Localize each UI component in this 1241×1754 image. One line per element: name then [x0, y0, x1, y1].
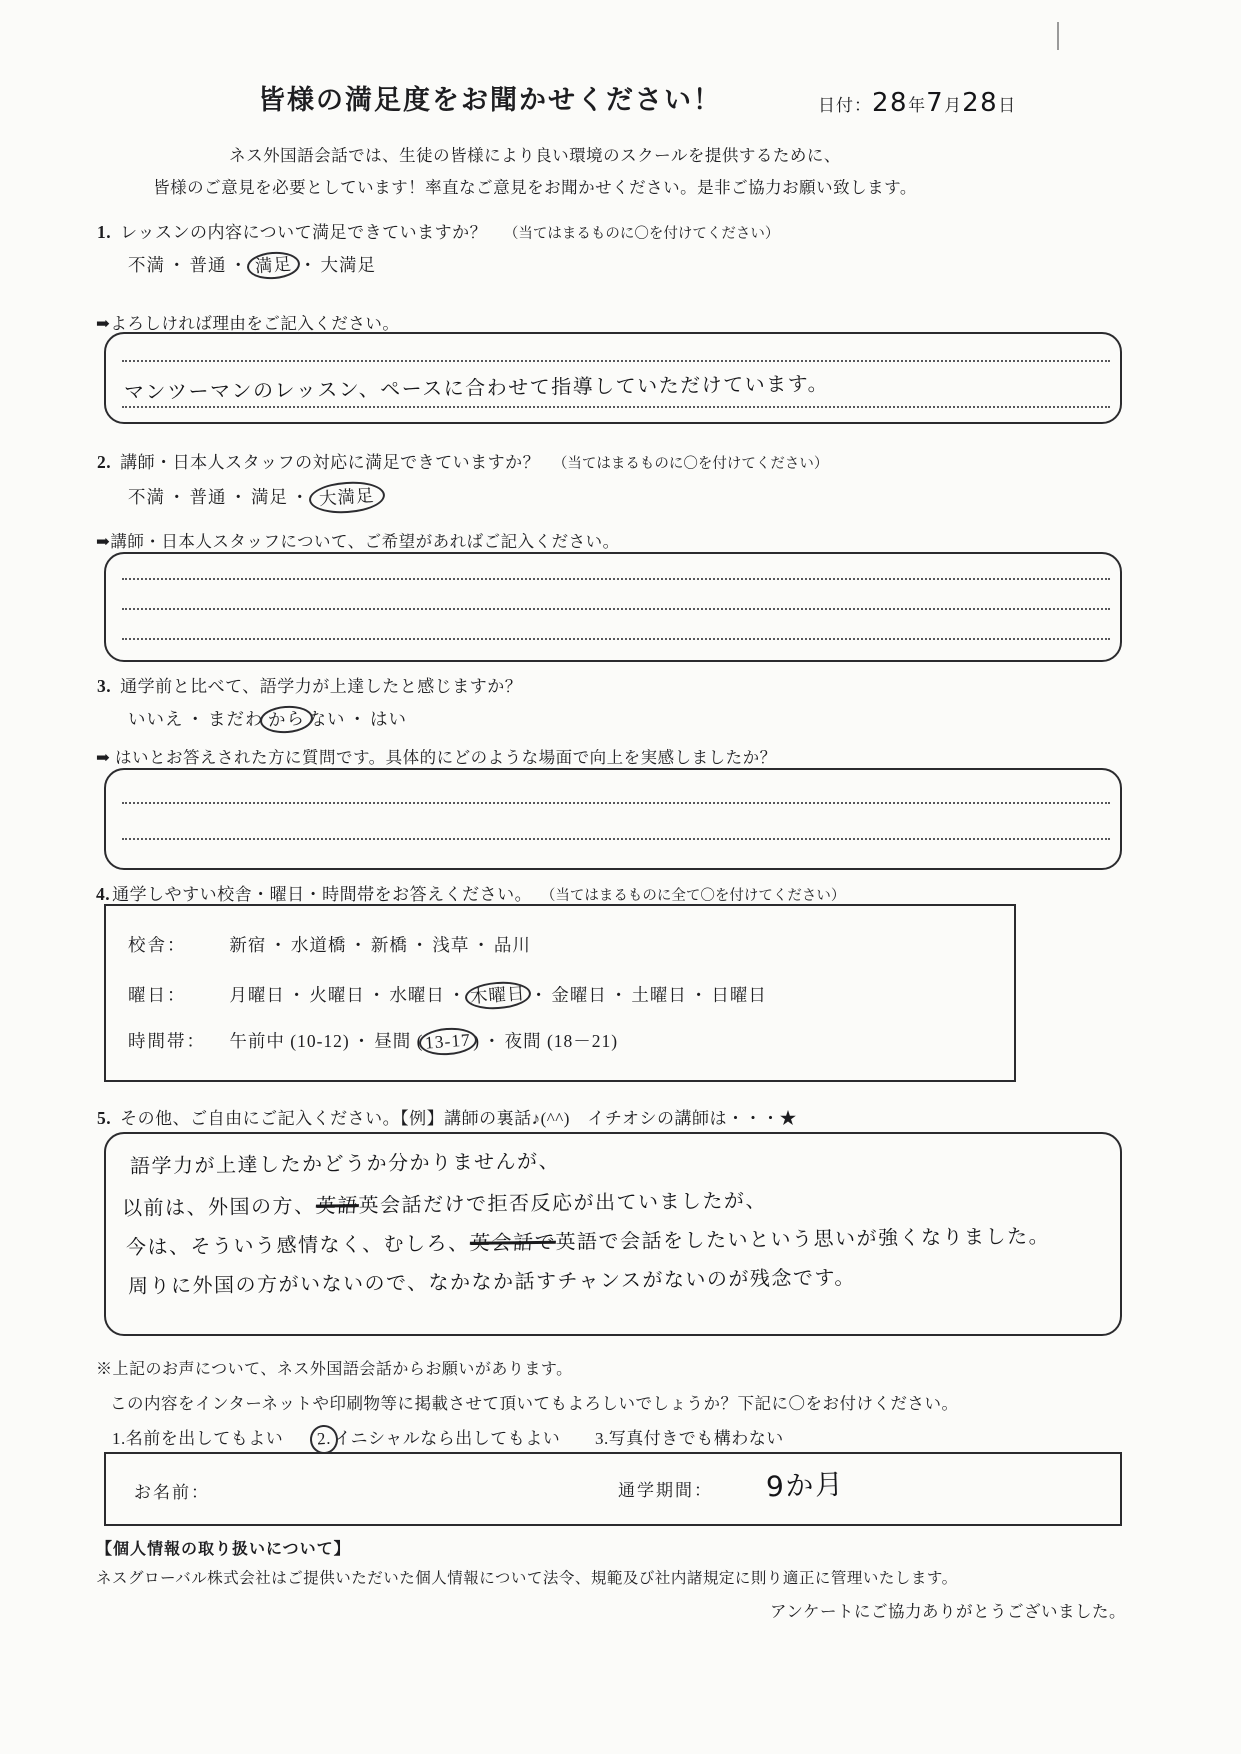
name-label: お名前： — [134, 1483, 210, 1502]
q5-line-part: 以前は、外国の方、 — [121, 1193, 316, 1220]
question-5 — [97, 1104, 797, 1129]
question-1 — [97, 218, 779, 243]
q4-time-label: 時間帯： — [128, 1031, 206, 1051]
q4-day-option: 火曜日 — [309, 985, 365, 1005]
question-3 — [97, 672, 522, 697]
q2-number: 2. — [97, 452, 112, 472]
q4-day-label: 曜日： — [128, 985, 187, 1005]
q1-text: レッスンの内容について満足できていますか？ — [120, 223, 488, 242]
consent-3-text: 写真付きでも構わない — [608, 1429, 784, 1448]
q4-day-option: 水曜日 — [389, 985, 445, 1005]
q1-option: 大満足 — [320, 255, 376, 275]
question-2 — [97, 448, 828, 473]
q4-note: （当てはまるものに全て〇を付けてください） — [540, 888, 846, 904]
q3-number: 3. — [97, 676, 112, 696]
q5-line-part: 英会話だけで拒否反応が出ていましたが、 — [358, 1188, 768, 1218]
q4-day-option: 金曜日 — [551, 985, 607, 1005]
q4-day-option: 月曜日 — [229, 985, 285, 1005]
q5-number: 5. — [97, 1108, 112, 1128]
q4-school-option: 新橋 — [370, 935, 408, 955]
q1-option: 不満 — [128, 255, 165, 275]
option-separator: ・ — [186, 709, 205, 729]
q5-answer-box — [104, 1132, 1122, 1336]
privacy-text: ネスグローバル株式会社はご提供いただいた個人情報について法令、規範及び社内諸規定に則り適正に管理いたします。 — [96, 1570, 958, 1587]
consent-1-text: 名前を出してもよい — [125, 1429, 284, 1448]
q4-time-option: 夜間 (18－21) — [504, 1031, 619, 1051]
q2-option: 普通 — [189, 487, 227, 507]
option-separator: ・ — [299, 255, 318, 275]
q5-scribbled-out-text: 英語 — [314, 1193, 360, 1218]
consent-3-number: 3. — [594, 1429, 609, 1448]
q2-option: 不満 — [128, 487, 165, 507]
writing-line — [122, 638, 1110, 640]
q2-note: （当てはまるものに〇を付けてください） — [552, 456, 829, 472]
option-separator: ・ — [168, 487, 187, 507]
q1-number: 1. — [97, 222, 112, 242]
option-separator: ・ — [168, 255, 187, 275]
q4-table-box — [104, 904, 1016, 1082]
date-month-handwritten: 7 — [926, 88, 945, 118]
date-day-unit: 日 — [998, 96, 1017, 115]
option-separator: ・ — [447, 985, 467, 1005]
q3-prompt: ➡ はいとお答えされた方に質問です。具体的にどのような場面で向上を実感しましたか？ — [96, 748, 777, 767]
q5-text: その他、ご自由にご記入ください。【例】講師の裏話♪(^^) イチオシの講師は・・・★ — [120, 1109, 798, 1128]
intro-line-2: 皆様のご意見を必要としています！率直なご意見をお聞かせください。是非ご協力お願い致します。 — [153, 178, 917, 197]
q4-day-option: 土曜日 — [631, 985, 687, 1005]
option-separator: ・ — [269, 935, 288, 955]
q3-circled-part: から — [259, 704, 314, 735]
q1-prompt: ➡よろしければ理由をご記入ください。 — [96, 314, 400, 333]
intro-line-1: ネス外国語会話では、生徒の皆様により良い環境のスクールを提供するために、 — [229, 146, 841, 165]
date-label: 日付： — [818, 96, 872, 115]
q3-option-part: まだわ — [208, 709, 264, 729]
consent-option-3 — [595, 1429, 784, 1448]
q4-circled-day: 木曜日 — [465, 980, 532, 1012]
option-separator: ・ — [349, 935, 368, 955]
q1-note: （当てはまるものに〇を付けてください） — [503, 226, 780, 242]
option-separator: ・ — [609, 985, 629, 1005]
q5-handwritten-line: 語学力が上達したかどうか分かりませんが、 — [129, 1148, 561, 1178]
date-year-unit: 年 — [908, 96, 927, 115]
q4-school-label: 校舎： — [128, 935, 187, 955]
q4-day-option: 日曜日 — [711, 985, 767, 1005]
option-separator: ・ — [229, 255, 248, 275]
option-separator: ・ — [291, 487, 310, 507]
q2-prompt: ➡講師・日本人スタッフについて、ご希望があればご記入ください。 — [96, 532, 620, 551]
q2-option: 満足 — [251, 487, 288, 507]
intro-text — [90, 140, 980, 204]
q2-text: 講師・日本人スタッフの対応に満足できていますか？ — [120, 453, 541, 472]
q4-time-option-part: 昼間 ( — [374, 1031, 424, 1051]
q1-options — [128, 252, 376, 277]
q4-circled-time: 13-17 — [419, 1026, 479, 1057]
q2-circled-option: 大満足 — [307, 479, 385, 516]
date-month-unit: 月 — [944, 96, 963, 115]
writing-line — [122, 406, 1110, 408]
privacy-heading: 【個人情報の取り扱いについて】 — [96, 1541, 351, 1558]
q4-school-option: 新宿 — [229, 935, 267, 955]
q5-scribbled-out-text: 英会話で — [468, 1229, 557, 1255]
q1-circled-option: 満足 — [246, 250, 301, 281]
q3-options — [128, 706, 407, 731]
q4-time-option-part: ) — [473, 1031, 481, 1051]
option-separator: ・ — [352, 1031, 372, 1051]
option-separator: ・ — [410, 935, 430, 955]
q4-time-row — [128, 1028, 618, 1053]
thanks-text: アンケートにご協力ありがとうございました。 — [770, 1602, 1127, 1621]
option-separator: ・ — [529, 985, 549, 1005]
name-period-box — [104, 1452, 1122, 1526]
q4-school-option: 水道橋 — [290, 935, 347, 955]
option-separator: ・ — [689, 985, 709, 1005]
writing-line — [122, 838, 1110, 840]
option-separator: ・ — [472, 935, 491, 955]
q4-school-option: 品川 — [493, 935, 531, 955]
page-title: 皆様の満足度をお聞かせください！ — [258, 85, 722, 115]
consent-option-1 — [112, 1429, 283, 1448]
date-year-handwritten: 28 — [872, 88, 909, 118]
date-field — [818, 88, 1016, 118]
consent-circled-number: 2. — [309, 1424, 339, 1455]
q5-line-part: 英語で会話をしたいという思いが強くなりました。 — [555, 1223, 1051, 1254]
writing-line — [122, 608, 1110, 610]
q1-handwritten-answer: マンツーマンのレッスン、ペースに合わせて指導していただけています。 — [123, 371, 830, 404]
date-day-handwritten: 28 — [962, 88, 999, 118]
period-label: 通学期間： — [618, 1481, 713, 1500]
q5-handwritten-line — [122, 1184, 767, 1221]
publication-note-1: ※上記のお声について、ネス外国語会話からお願いがあります。 — [96, 1361, 573, 1378]
q3-option: いいえ — [128, 709, 184, 729]
option-separator: ・ — [483, 1031, 502, 1051]
q2-answer-box — [104, 552, 1122, 662]
q3-answer-box — [104, 768, 1122, 870]
q4-school-row — [128, 932, 531, 957]
question-4 — [96, 880, 845, 905]
q4-time-option: 午前中 (10-12) — [229, 1031, 350, 1051]
option-separator: ・ — [287, 985, 307, 1005]
period-value-handwritten: 9か月 — [765, 1467, 845, 1504]
option-separator: ・ — [229, 487, 248, 507]
writing-line — [122, 360, 1110, 362]
q3-option-part: ない — [308, 709, 346, 729]
writing-line — [122, 802, 1110, 804]
scan-artifact — [1057, 22, 1059, 50]
q1-answer-box — [104, 332, 1122, 424]
q5-line-part: 今は、そういう感情なく、むしろ、 — [125, 1230, 470, 1259]
q4-school-option: 浅草 — [432, 935, 470, 955]
publication-note-2: この内容をインターネットや印刷物等に掲載させて頂いてもよろしいでしょうか？下記に〇をお付けください。 — [110, 1394, 959, 1413]
q4-day-row — [128, 982, 767, 1007]
consent-1-number: 1. — [112, 1429, 126, 1448]
q5-handwritten-line: 周りに外国の方がいないので、なかなか話すチャンスがないのが残念です。 — [127, 1265, 856, 1298]
option-separator: ・ — [367, 985, 387, 1005]
q3-text: 通学前と比べて、語学力が上達したと感じますか？ — [120, 677, 523, 696]
q4-text: 通学しやすい校舎・曜日・時間帯をお答えください。 — [112, 885, 533, 904]
consent-2-text: イニシャルなら出してもよい — [333, 1429, 561, 1448]
q1-option: 普通 — [189, 255, 227, 275]
consent-options — [112, 1424, 784, 1450]
q4-number: 4. — [96, 884, 111, 904]
writing-line — [122, 578, 1110, 580]
consent-option-2 — [314, 1429, 560, 1448]
q3-option: はい — [370, 709, 407, 729]
q5-handwritten-line — [126, 1220, 1050, 1260]
option-separator: ・ — [348, 709, 367, 729]
q2-options — [128, 484, 380, 509]
